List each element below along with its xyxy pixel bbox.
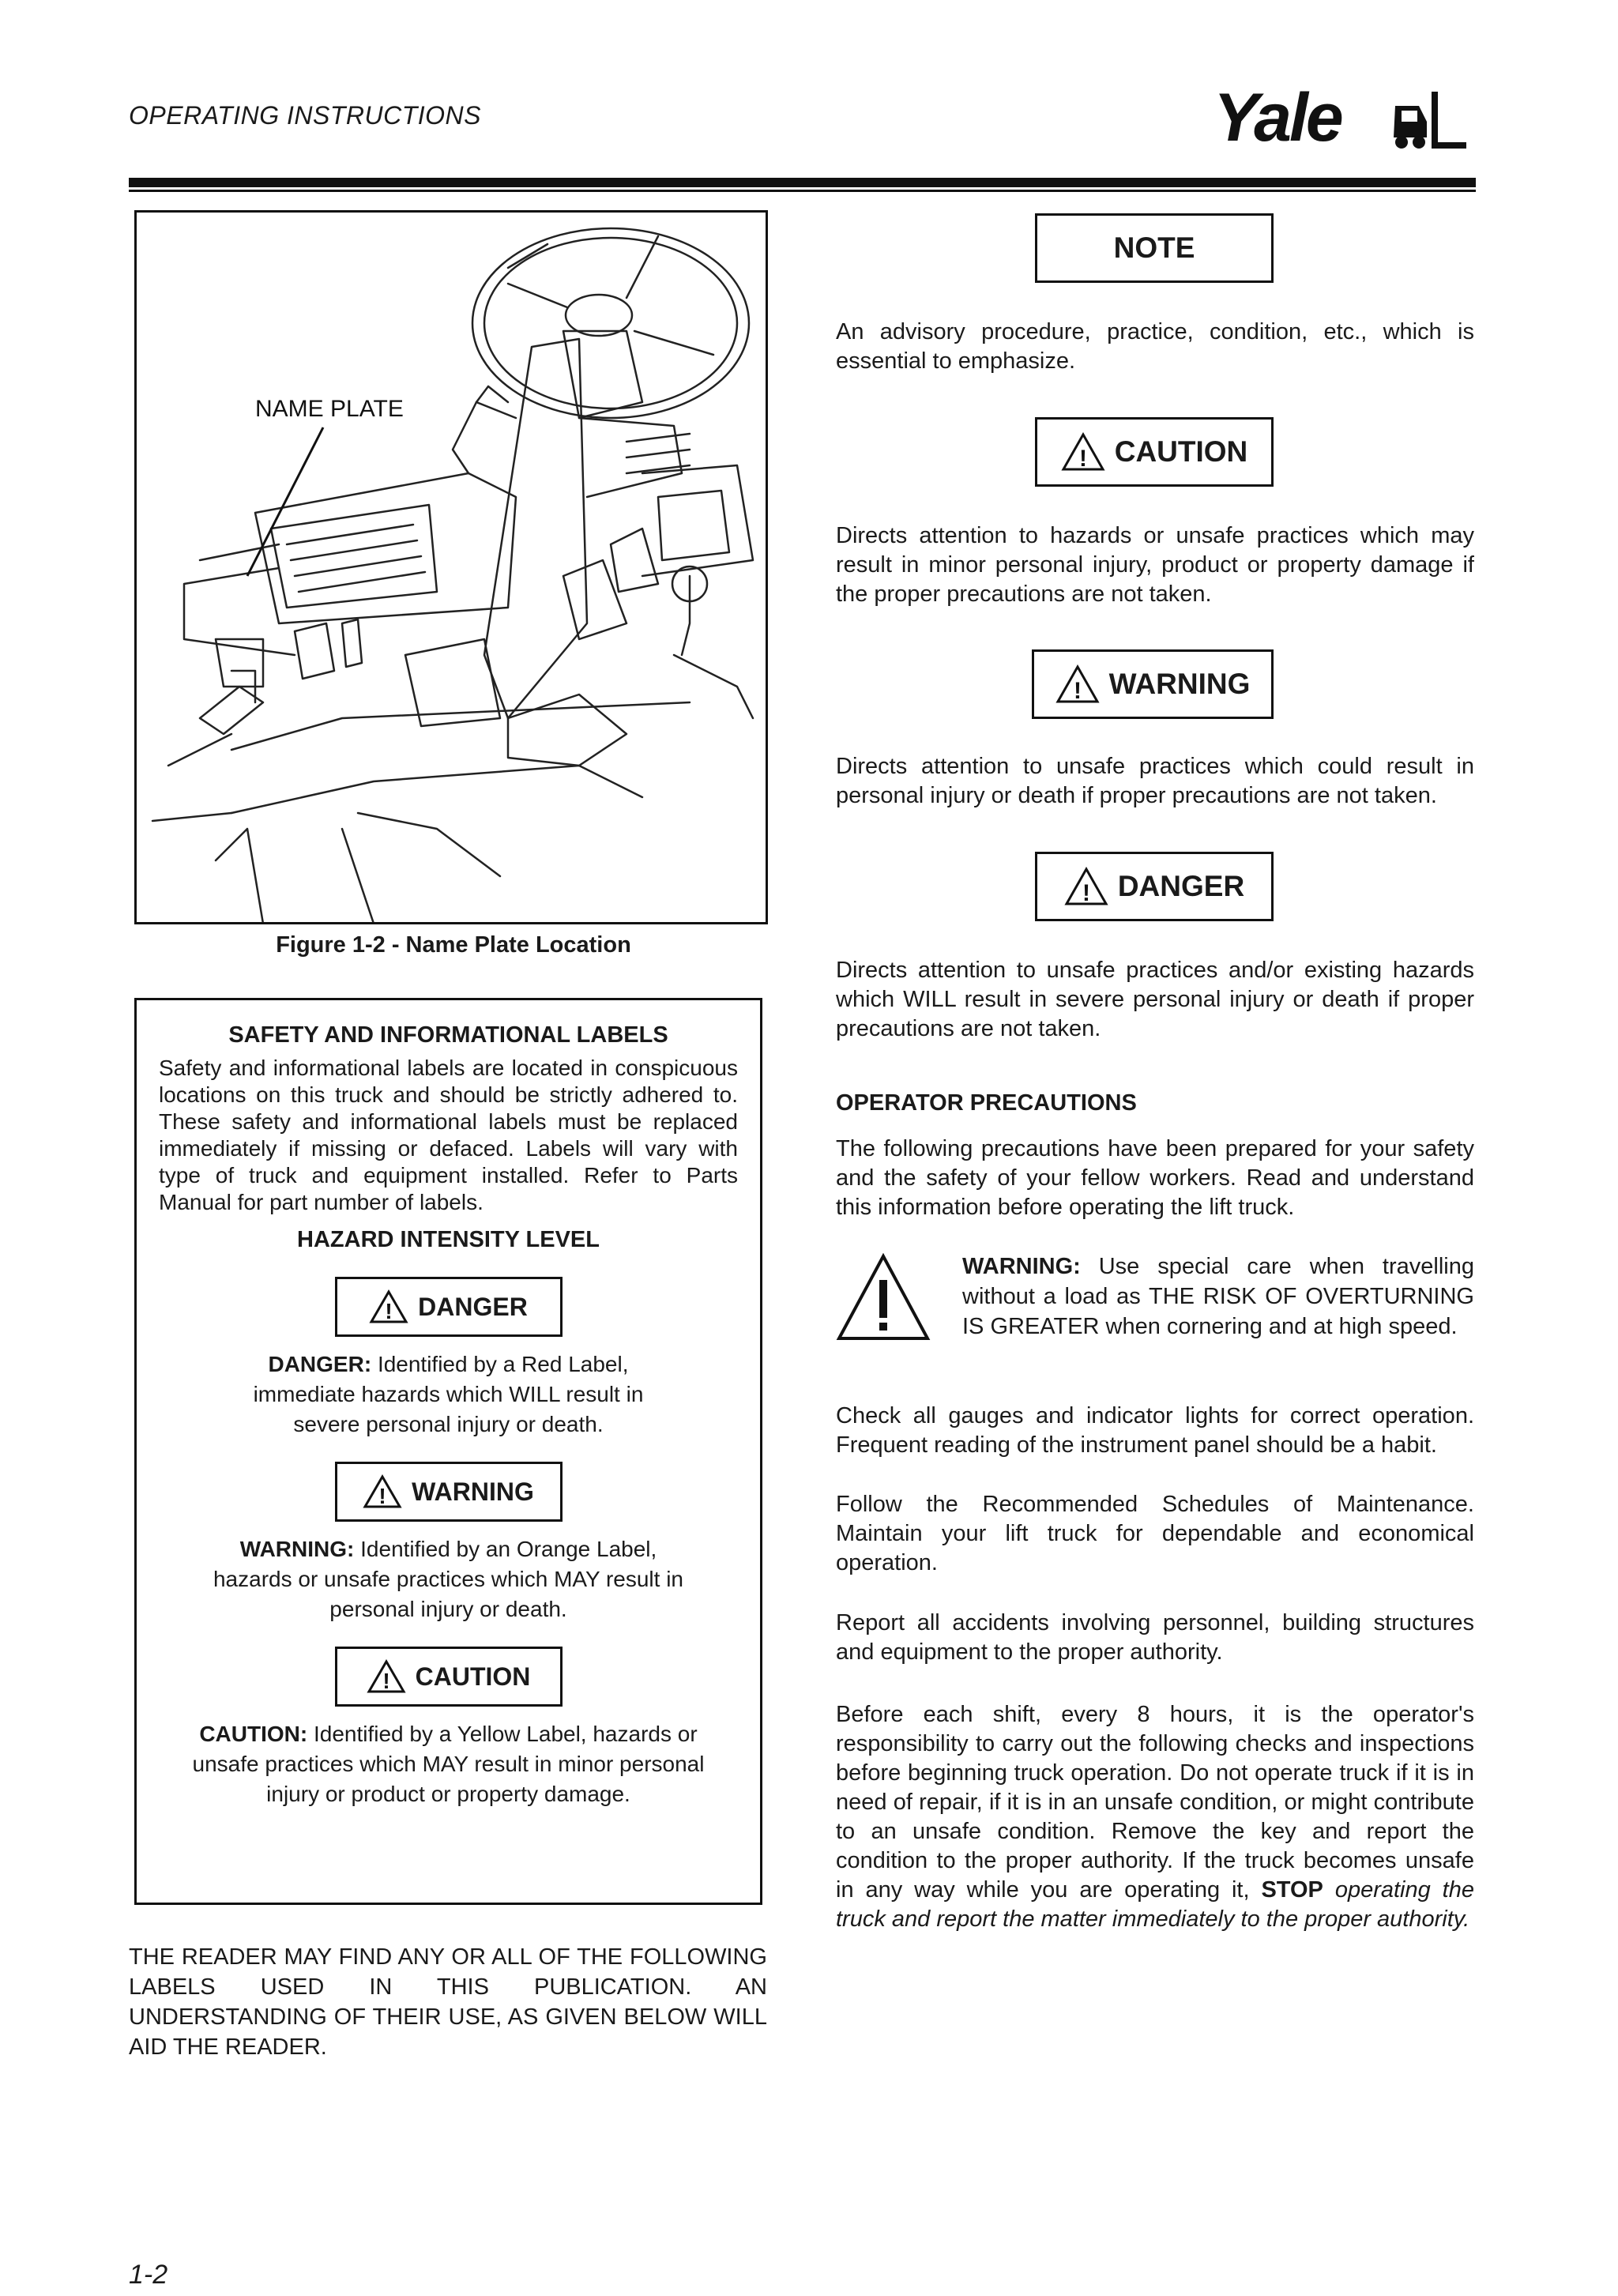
svg-text:!: ! [385,1299,393,1323]
warning-triangle-icon [363,1474,402,1509]
section-title: OPERATING INSTRUCTIONS [129,101,481,130]
note-definition: An advisory procedure, practice, condition, etc., which is essential to emphasize. [836,319,1474,374]
danger-desc-line: severe personal injury or death. [293,1412,604,1436]
shift-inspection-paragraph [836,1700,1474,1934]
danger-box-text: DANGER [1117,870,1245,902]
caution-label-box [1035,417,1274,487]
warning-desc-line: personal injury or death. [329,1597,567,1621]
name-plate-label: NAME PLATE [255,396,404,422]
caution-definition: Directs attention to hazards or unsafe practices which may result in minor personal injury, product or property damage if the proper precautions are not taken. [836,523,1474,607]
shift-text-b: operating the truck and report the matter immediately to the proper authority. [836,1877,1474,1932]
overturning-warning [836,1252,1474,1351]
danger-label-box [1035,852,1274,921]
note-label-box [1035,213,1274,283]
caution-desc-line: Identified by a Yellow Label, hazards or [313,1722,698,1746]
svg-text:!: ! [1082,880,1090,906]
caution-hazard-label [335,1647,563,1707]
danger-label-text: DANGER [418,1292,528,1321]
danger-definition: Directs attention to unsafe practices and/or existing hazards which WILL result in severe personal injury or death if proper precautions are not taken. [836,958,1474,1041]
accidents-paragraph: Report all accidents involving personnel, building structures and equipment to the proper authority. [836,1610,1474,1665]
caution-term: CAUTION: [199,1722,308,1746]
safety-labels-box [134,998,762,1905]
caution-desc-line: injury or product or property damage. [266,1782,630,1806]
warning-triangle-icon [367,1659,406,1694]
hazard-intensity-title: HAZARD INTENSITY LEVEL [297,1227,600,1252]
maintenance-paragraph: Follow the Recommended Schedules of Maintenance. Maintain your lift truck for dependable and economical operation. [836,1492,1474,1575]
warning-label-box [1032,649,1274,719]
gauges-paragraph: Check all gauges and indicator lights for correct operation. Frequent reading of the instrument panel should be a habit. [836,1403,1474,1458]
danger-desc-line: immediate hazards which WILL result in [253,1382,644,1406]
header-rule-thin [129,190,1476,192]
warning-term: WARNING: [239,1537,355,1561]
note-label-text: NOTE [1113,231,1195,264]
safety-box-body: Safety and informational labels are located in conspicuous locations on this truck and should be strictly adhered to. These safety and informational labels must be replaced immediately if missing or defaced. Labels will vary with type of truck and equipment installed. Refer to Parts Manual for part number of labels. [159,1056,738,1214]
warning-label-text: WARNING [412,1477,534,1506]
precautions-intro: The following precautions have been prepared for your safety and the safety of your fellow workers. Read and understand this information before operating the lift truck. [836,1136,1474,1220]
safety-box-title: SAFETY AND INFORMATIONAL LABELS [228,1022,668,1048]
warning-triangle-icon [1064,867,1108,906]
danger-description [159,1349,738,1440]
warning-text: Use special care when travelling without a load as THE RISK OF OVERTURNING IS GREATER when cornering and at high speed. [962,1254,1474,1339]
danger-hazard-label [335,1277,563,1337]
page-number: 1-2 [129,2260,168,2290]
figure-caption: Figure 1-2 - Name Plate Location [276,932,631,958]
svg-text:!: ! [1073,678,1082,704]
danger-desc-line: Identified by a Red Label, [377,1352,629,1376]
warning-term: WARNING: [962,1254,1081,1279]
reader-note: THE READER MAY FIND ANY OR ALL OF THE FOLLOWING LABELS USED IN THIS PUBLICATION. AN UNDERSTANDING OF THEIR USE, AS GIVEN BELOW WILL AID THE READER. [129,1944,767,2060]
caution-label-text: CAUTION [415,1662,531,1691]
warning-triangle-icon [1055,664,1100,704]
caution-box-text: CAUTION [1114,435,1248,468]
warning-triangle-icon [369,1289,408,1324]
warning-hazard-label [335,1462,563,1522]
warning-desc-line: Identified by an Orange Label, [360,1537,657,1561]
warning-box-text: WARNING [1108,668,1251,700]
forklift-icon [1394,92,1466,149]
header-rule [129,178,1476,187]
warning-definition: Directs attention to unsafe practices which could result in personal injury or death if proper precautions are not taken. [836,754,1474,808]
forklift-cab-illustration [137,213,766,922]
warning-desc-line: hazards or unsafe practices which MAY result in [213,1567,683,1591]
stop-emphasis: STOP [1261,1877,1323,1903]
danger-term: DANGER: [268,1352,372,1376]
svg-text:!: ! [382,1669,390,1693]
yale-logo [1207,76,1476,155]
caution-desc-line: unsafe practices which MAY result in minor personal [192,1752,705,1776]
shift-text-a: Before each shift, every 8 hours, it is the operator's responsibility to carry out the following checks and inspections before beginning truck operation. Do not operate truck if it is in need of repair, if it is in an unsafe condition, or might contribute to an unsafe condition. Remove the key and report the condition to the proper authority. If the truck becomes unsafe in any way while you are operating it, [836,1702,1474,1903]
logo-wordmark: Yale [1214,80,1341,155]
svg-text:!: ! [378,1484,386,1508]
warning-description [159,1534,738,1624]
svg-text:!: ! [1078,446,1087,472]
warning-triangle-icon [1061,432,1105,472]
operator-precautions-heading: OPERATOR PRECAUTIONS [836,1090,1137,1116]
warning-triangle-icon [836,1252,954,1351]
name-plate-figure [134,210,768,924]
caution-description [159,1719,738,1809]
